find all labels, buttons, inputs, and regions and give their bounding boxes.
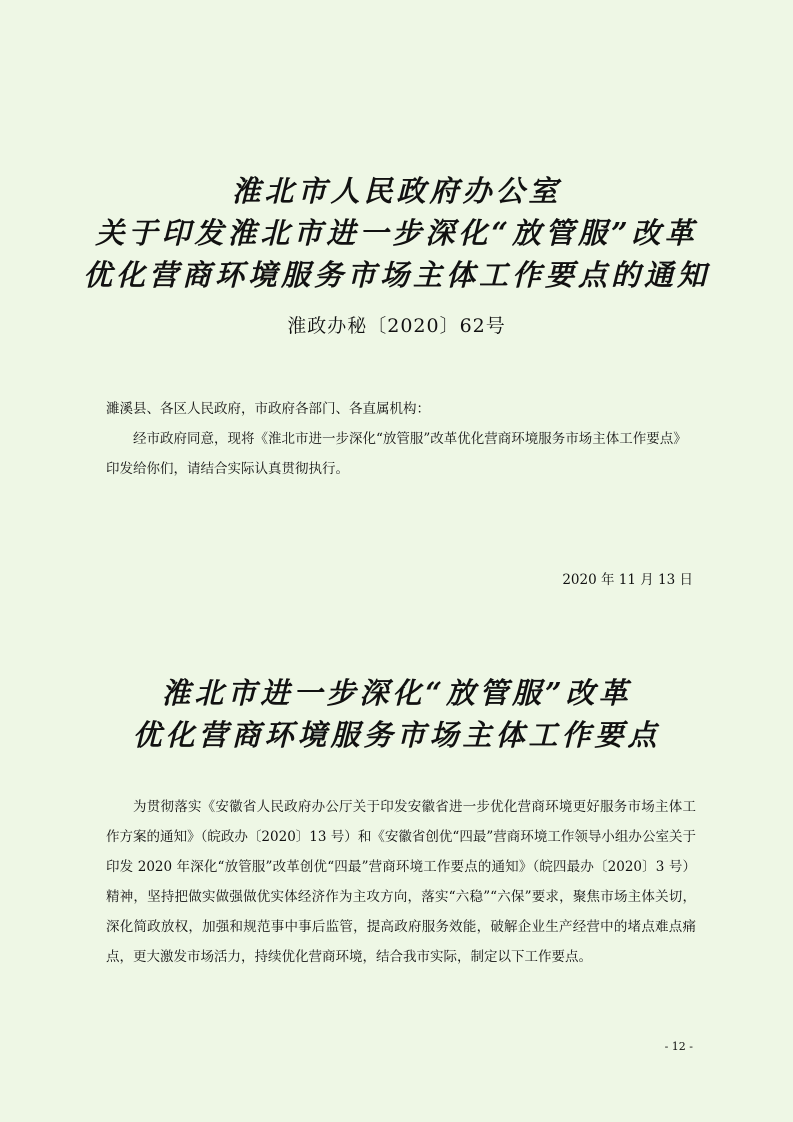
salutation: 濉溪县、各区人民政府，市政府各部门、各直属机构：: [106, 401, 430, 417]
attachment-title-line-1: 淮北市进一步深化“放管服”改革: [161, 676, 632, 710]
attachment-title-line-2: 优化营商环境服务市场主体工作要点: [132, 718, 661, 752]
attachment-title: [0, 672, 793, 756]
issue-date: 2020 年 11 月 13 日: [562, 572, 693, 588]
document-number: 淮政办秘〔2020〕62号: [287, 315, 506, 337]
notice-title-line-3: 优化营商环境服务市场主体工作要点的通知: [82, 258, 710, 292]
intro-paragraph: 经市政府同意，现将《淮北市进一步深化“放管服”改革优化营商环境服务市场主体工作要点》印发给你们，请结合实际认真贯彻执行。: [106, 431, 687, 477]
notice-title: [0, 170, 793, 296]
notice-title-line-1: 淮北市人民政府办公室: [231, 174, 562, 208]
page-number: - 12 -: [664, 1040, 693, 1053]
attachment-paragraph: 为贯彻落实《安徽省人民政府办公厅关于印发安徽省进一步优化营商环境更好服务市场主体工作方案的通知》（皖政办〔2020〕13 号）和《安徽省创优“四最”营商环境工作领导小组办公室关于印发 2020 年深化“放管服”改革创优“四最”营商环境工作要点的通知》（皖四最办〔2020〕3 号）精神，坚持把做实做强做优实体经济作为主攻方向，落实“六稳”“六保”要求，聚焦市场主体关切，深化简政放权，加强和规范事中事后监管，提高政府服务效能，破解企业生产经营中的堵点难点痛点，更大激发市场活力，持续优化营商环境，结合我市实际，制定以下工作要点。: [106, 799, 696, 965]
notice-title-line-2: 关于印发淮北市进一步深化“放管服”改革: [95, 216, 698, 250]
